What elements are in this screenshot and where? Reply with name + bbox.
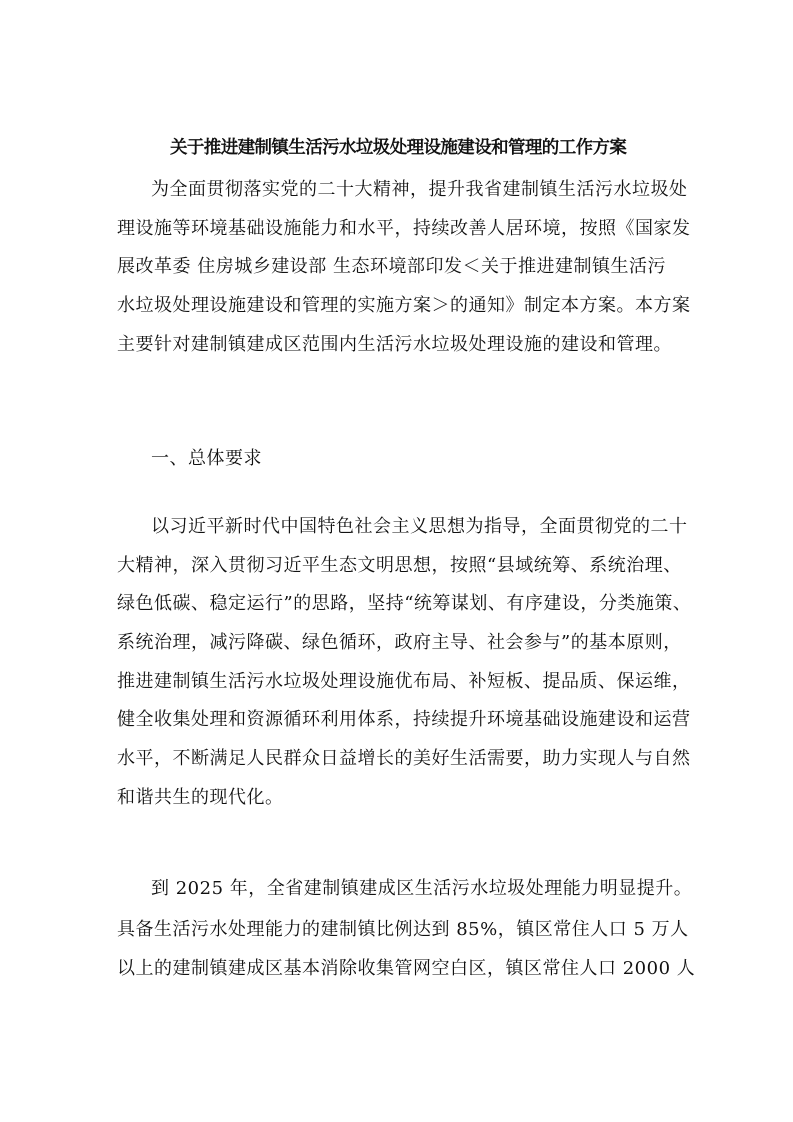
paragraph-requirements [117, 508, 692, 818]
text-line: 以上的建制镇建成区基本消除收集管网空白区，镇区常住人口 2000 人 [117, 957, 696, 979]
text-line: 为全面贯彻落实党的二十大精神，提升我省建制镇生活污水垃圾处 [151, 179, 688, 200]
section-heading [117, 440, 687, 479]
text-line: 展改革委 住房城乡建设部 生态环境部印发＜关于推进建制镇生活污 [117, 256, 666, 278]
heading-text: 一、总体要求 [151, 448, 262, 469]
text-line: 健全收集处理和资源循环利用体系，持续提升环境基础设施建设和运营 [117, 709, 691, 731]
document-title: 关于推进建制镇生活污水垃圾处理设施建设和管理的工作方案 [170, 138, 627, 158]
text-line: 系统治理，减污降碳、绿色循环，政府主导、社会参与”的基本原则， [117, 632, 682, 654]
text-line: 主要针对建制镇建成区范围内生活污水垃圾处理设施的建设和管理。 [117, 333, 672, 355]
text-line: 以习近平新时代中国特色社会主义思想为指导，全面贯彻党的二十 [151, 516, 688, 537]
text-line: 和谐共生的现代化。 [117, 786, 284, 808]
paragraph-intro [117, 171, 691, 364]
text-line: 推进建制镇生活污水垃圾处理设施优布局、补短板、提品质、保运维， [117, 670, 691, 692]
paragraph-targets [117, 866, 696, 988]
text-line: 大精神，深入贯彻习近平生态文明思想，按照“县域统筹、系统治理、 [117, 554, 682, 576]
text-line: 具备生活污水处理能力的建制镇比例达到 85%，镇区常住人口 5 万人 [117, 919, 689, 940]
text-line: 水垃圾处理设施建设和管理的实施方案＞的通知》制定本方案。本方案 [117, 295, 691, 317]
text-line: 绿色低碳、稳定运行”的思路，坚持“统筹谋划、有序建设，分类施策、 [117, 593, 692, 615]
text-line: 理设施等环境基础设施能力和水平，持续改善人居环境，按照《国家发 [117, 217, 691, 239]
text-line: 到 2025 年，全省建制镇建成区生活污水垃圾处理能力明显提升。 [151, 878, 693, 899]
text-line: 水平，不断满足人民群众日益增长的美好生活需要，助力实现人与自然 [117, 748, 691, 770]
